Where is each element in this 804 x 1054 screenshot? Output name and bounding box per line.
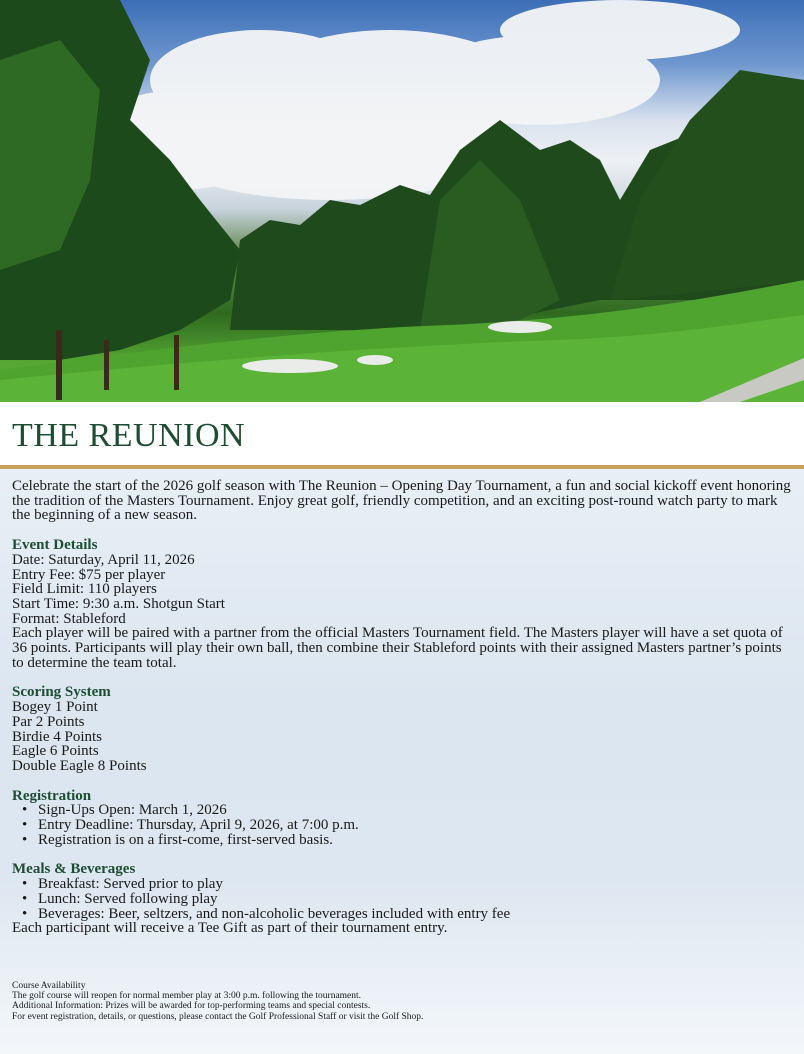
bullet-icon: •	[22, 831, 28, 848]
bullet-icon: •	[22, 817, 28, 834]
list-item	[22, 907, 792, 922]
tee-gift-note: Each participant will receive a Tee Gift as part of their tournament entry.	[12, 920, 448, 937]
list-item	[22, 818, 792, 833]
footer-line: For event registration, details, or questions, please contact the Golf Professional Staff or visit the Golf Shop.	[12, 1011, 424, 1022]
scoring-heading: Scoring System	[12, 684, 111, 701]
footer-notes	[12, 981, 792, 1022]
golf-course-scene	[0, 0, 804, 402]
list-item-text: Breakfast: Served prior to play	[38, 876, 223, 893]
page-title: THE REUNION	[12, 417, 246, 454]
bunker	[488, 321, 552, 333]
golf-course-photo	[0, 0, 804, 402]
list-item-text: Beverages: Beer, seltzers, and non-alcoholic beverages included with entry fee	[38, 905, 511, 922]
bullet-icon: •	[22, 890, 28, 907]
detail-field-limit: Field Limit: 110 players	[12, 581, 157, 598]
bullet-icon: •	[22, 876, 28, 893]
list-item	[22, 892, 792, 907]
flyer-body	[12, 479, 792, 936]
list-item	[22, 833, 792, 848]
scoring-eagle: Eagle 6 Points	[12, 743, 99, 760]
event-details-heading: Event Details	[12, 537, 98, 554]
scoring-section	[12, 685, 792, 773]
scoring-par: Par 2 Points	[12, 713, 85, 730]
registration-list	[12, 803, 792, 847]
footer-line: Additional Information: Prizes will be awarded for top-performing teams and special contests.	[12, 1001, 371, 1012]
scoring-birdie: Birdie 4 Points	[12, 728, 103, 745]
scoring-double-eagle: Double Eagle 8 Points	[12, 757, 147, 774]
meals-section	[12, 862, 792, 936]
intro-paragraph: Celebrate the start of the 2026 golf season with The Reunion – Opening Day Tournament, a fun and social kickoff event honoring the tradition of the Masters Tournament. Enjoy great golf, friendly competition, and an exciting post-round watch party to mark the beginning of a new season.	[12, 478, 791, 524]
bullet-icon: •	[22, 905, 28, 922]
bunker	[357, 355, 393, 365]
bullet-icon: •	[22, 802, 28, 819]
list-item-text: Lunch: Served following play	[38, 890, 218, 907]
meals-heading: Meals & Beverages	[12, 861, 136, 878]
list-item-text: Entry Deadline: Thursday, April 9, 2026, at 7:00 p.m.	[38, 817, 359, 834]
footer-heading: Course Availability	[12, 981, 86, 991]
detail-format: Format: Stableford	[12, 610, 126, 627]
meals-list	[12, 877, 792, 921]
scoring-bogey: Bogey 1 Point	[12, 699, 98, 716]
list-item	[22, 803, 792, 818]
bunker	[242, 359, 338, 373]
format-description: Each player will be paired with a partner from the official Masters Tournament field. The Masters player will have a set quota of 36 points. Participants will play their own ball, then combine their Stableford points with their assigned Masters partner’s points to determine the team total.	[12, 625, 783, 671]
detail-date: Date: Saturday, April 11, 2026	[12, 551, 195, 568]
list-item	[22, 877, 792, 892]
detail-start-time: Start Time: 9:30 a.m. Shotgun Start	[12, 595, 225, 612]
footer-line: The golf course will reopen for normal member play at 3:00 p.m. following the tournament.	[12, 991, 362, 1002]
event-details-section	[12, 538, 792, 670]
list-item-text: Sign-Ups Open: March 1, 2026	[38, 802, 227, 819]
list-item-text: Registration is on a first-come, first-served basis.	[38, 831, 333, 848]
registration-heading: Registration	[12, 787, 92, 804]
detail-entry-fee: Entry Fee: $75 per player	[12, 566, 166, 583]
registration-section	[12, 789, 792, 848]
